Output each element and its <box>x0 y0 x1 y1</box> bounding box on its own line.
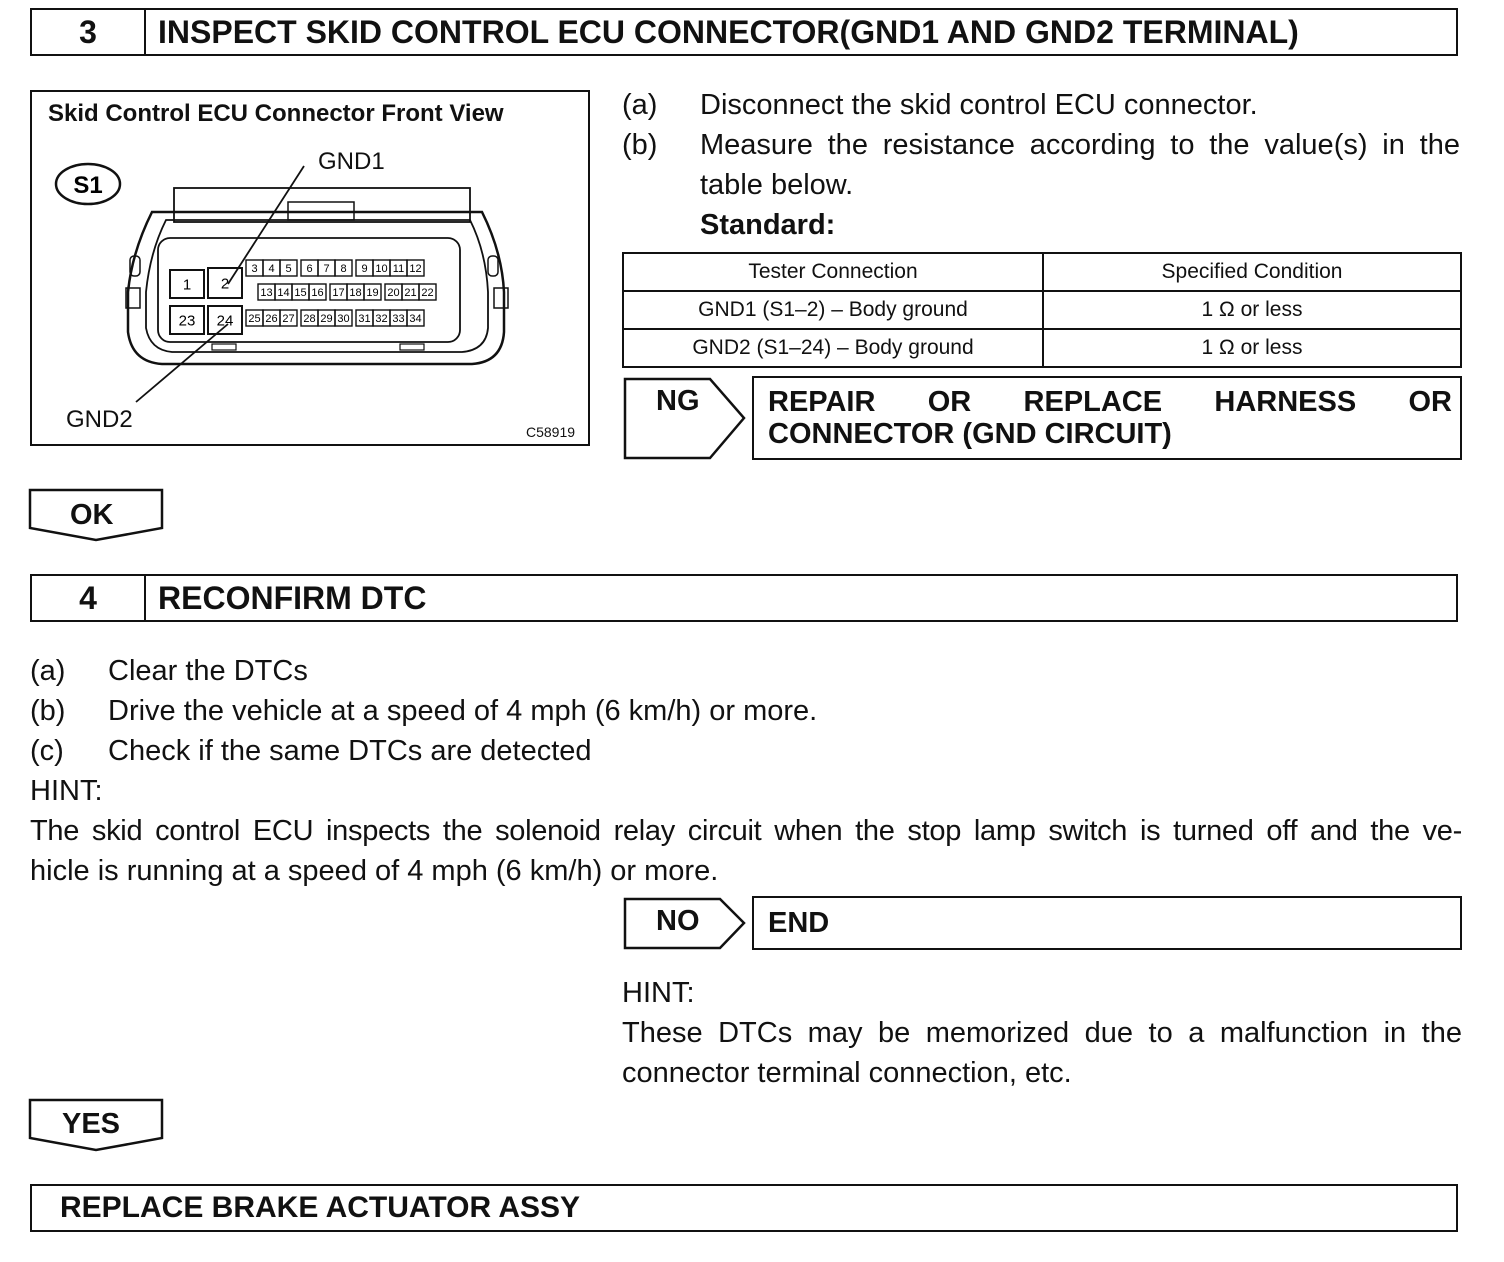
pin-number: 15 <box>294 286 307 299</box>
pin-number: 8 <box>340 262 347 275</box>
pin-grid <box>170 260 436 334</box>
step-title: RECONFIRM DTC <box>158 579 427 616</box>
step-3-header <box>30 8 1458 56</box>
ng-result-word: REPAIR <box>768 386 876 418</box>
step4-instruction-a-text: Clear the DTCs <box>108 655 308 687</box>
pin-number: 1 <box>182 276 192 294</box>
pin-number: 20 <box>387 286 400 299</box>
pin-number: 13 <box>260 286 273 299</box>
step4-instruction-c-text: Check if the same DTCs are detected <box>108 735 592 767</box>
hint-label: HINT: <box>30 775 103 807</box>
pin-number: 22 <box>421 286 434 299</box>
ng-result-word: OR <box>927 386 972 418</box>
pin-number: 21 <box>404 286 417 299</box>
no-result-box <box>752 896 1462 950</box>
gnd2-label: GND2 <box>66 406 133 433</box>
pin-number: 4 <box>268 262 275 275</box>
pin-number: 2 <box>220 275 230 293</box>
hint2-line2: connector terminal connection, etc. <box>622 1057 1072 1089</box>
connector-id-label: S1 <box>73 172 103 199</box>
hint-line2: hicle is running at a speed of 4 mph (6 km/h) or more. <box>30 855 719 887</box>
final-action-title: REPLACE BRAKE ACTUATOR ASSY <box>60 1191 581 1224</box>
step4-instruction-b-text: Drive the vehicle at a speed of 4 mph (6 km/h) or more. <box>108 695 818 727</box>
ok-label: OK <box>70 499 114 531</box>
ng-result-box <box>752 376 1462 460</box>
pin-number: 9 <box>361 262 368 275</box>
ng-result-line2: CONNECTOR (GND CIRCUIT) <box>768 418 1172 450</box>
table-cell: 1 Ω or less <box>1043 291 1461 329</box>
step3-instruction-a-text: Disconnect the skid control ECU connector. <box>700 89 1258 121</box>
table-cell: GND2 (S1–24) – Body ground <box>623 329 1043 367</box>
pin-number: 16 <box>311 286 324 299</box>
table-header-cell: Specified Condition <box>1043 253 1461 291</box>
no-result-text: END <box>768 907 830 939</box>
pin-number: 32 <box>375 312 388 325</box>
standard-label: Standard: <box>700 209 836 241</box>
ng-result-word: REPLACE <box>1023 386 1163 418</box>
table-cell: GND1 (S1–2) – Body ground <box>623 291 1043 329</box>
step-title: INSPECT SKID CONTROL ECU CONNECTOR(GND1 AND GND2 TERMINAL) <box>158 13 1299 50</box>
pin-number: 19 <box>366 286 379 299</box>
hint2-line1: These DTCs may be memorized due to a malfunction in the <box>622 1017 1462 1049</box>
pin-number: 18 <box>349 286 362 299</box>
final-action-box <box>30 1184 1458 1232</box>
pin-number: 30 <box>337 312 350 325</box>
step3-instruction-a-marker: (a) <box>622 89 658 121</box>
yes-label: YES <box>62 1108 121 1140</box>
table-row <box>623 291 1461 329</box>
hint-line1: The skid control ECU inspects the solenoid relay circuit when the stop lamp switch is turned off and the ve- <box>30 815 1462 847</box>
ng-result-word: HARNESS <box>1214 386 1357 418</box>
ng-label: NG <box>656 385 700 417</box>
step3-instruction-b-text: Measure the resistance according to the value(s) in the <box>700 129 1460 161</box>
pin-number: 14 <box>277 286 290 299</box>
pin-number: 3 <box>251 262 258 275</box>
figure-title: Skid Control ECU Connector Front View <box>48 100 504 127</box>
pin-number: 10 <box>375 262 388 275</box>
step3-instruction-b-text-cont: table below. <box>700 169 854 201</box>
pin-number: 25 <box>248 312 261 325</box>
step4-instruction-a-marker: (a) <box>30 655 66 687</box>
step-4-header <box>30 574 1458 622</box>
step3-instruction-b-marker: (b) <box>622 129 658 161</box>
pin-number: 5 <box>285 262 292 275</box>
pin-number: 11 <box>392 262 405 275</box>
gnd1-label: GND1 <box>318 148 385 175</box>
pin-number: 28 <box>303 312 316 325</box>
pin-number: 24 <box>216 312 234 330</box>
pin-number: 23 <box>178 312 196 330</box>
step4-instruction-b-marker: (b) <box>30 695 66 727</box>
connector-figure <box>30 90 590 446</box>
hint2-label: HINT: <box>622 977 695 1009</box>
pin-number: 12 <box>409 262 422 275</box>
pin-number: 6 <box>306 262 313 275</box>
pin-number: 26 <box>265 312 278 325</box>
figure-code: C58919 <box>526 424 576 440</box>
pin-number: 29 <box>320 312 333 325</box>
connector-drawing <box>32 92 588 444</box>
ng-result-word: OR <box>1408 386 1452 418</box>
ng-result-line1 <box>768 386 1452 419</box>
no-label: NO <box>656 905 700 937</box>
gnd1-leader-line <box>228 166 304 284</box>
pin-number: 27 <box>282 312 295 325</box>
pin-number: 17 <box>332 286 345 299</box>
pin-number: 31 <box>358 312 371 325</box>
table-header-row <box>623 253 1461 291</box>
standard-table <box>622 252 1462 368</box>
step-number: 3 <box>32 10 146 54</box>
table-header-cell: Tester Connection <box>623 253 1043 291</box>
step-number: 4 <box>32 576 146 620</box>
pin-number: 33 <box>392 312 405 325</box>
connector-top-latch <box>174 188 470 222</box>
table-row <box>623 329 1461 367</box>
table-cell: 1 Ω or less <box>1043 329 1461 367</box>
pin-number: 7 <box>323 262 330 275</box>
pin-number: 34 <box>409 312 422 325</box>
step4-instruction-c-marker: (c) <box>30 735 64 767</box>
